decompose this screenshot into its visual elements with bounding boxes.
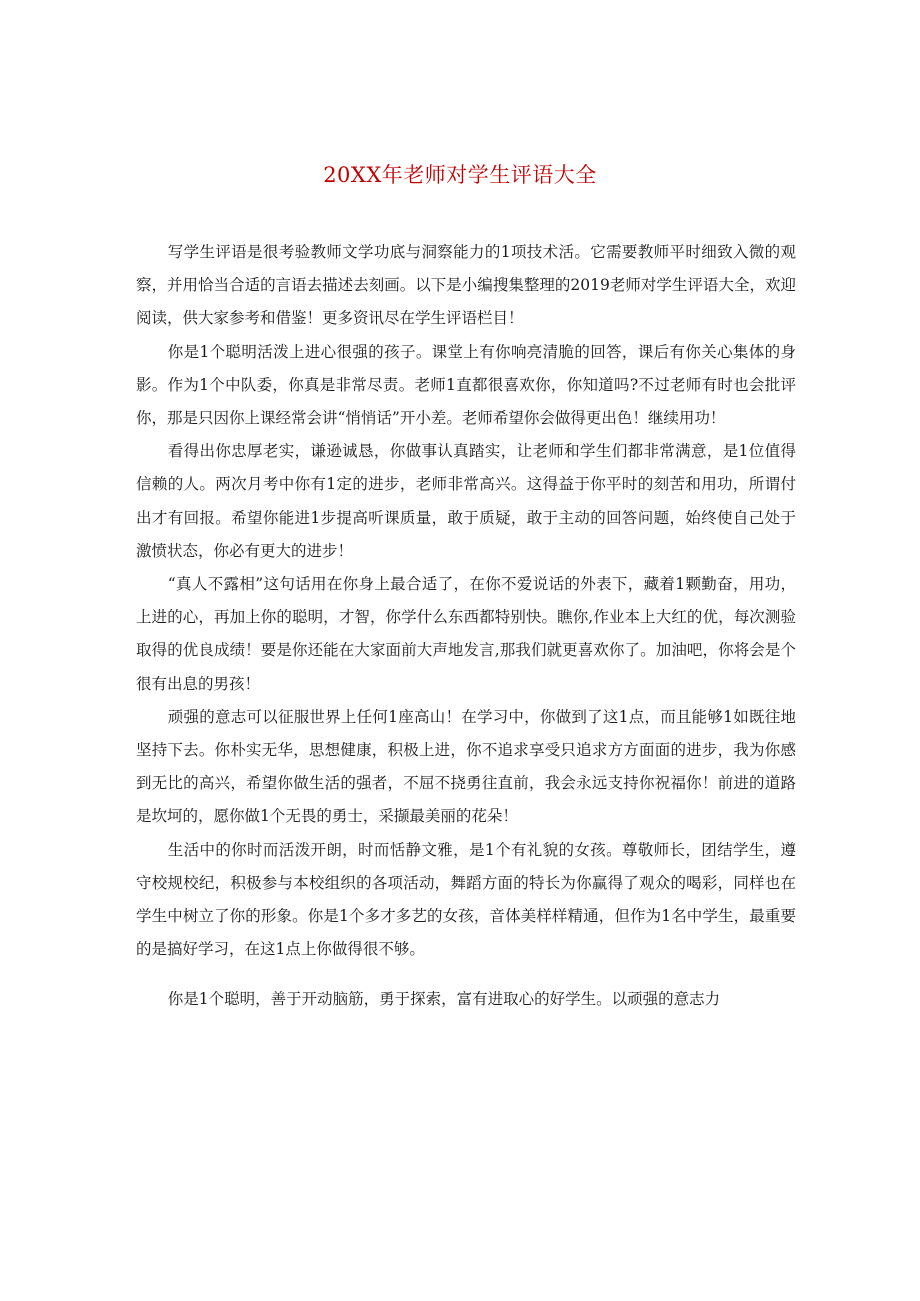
paragraph-comment-3: “真人不露相”这句话用在你身上最合适了，在你不爱说话的外表下，藏着1颗勤奋，用功，上进的心，再加上你的聪明，才智，你学什么东西都特别快。瞧你,作业本上大红的优，每次测验取得的优良成绩！要是你还能在大家面前大声地发言,那我们就更喜欢你了。加油吧，你将会是个很有出息的男孩！ [136,575,796,693]
paragraph-comment-5: 生活中的你时而活泼开朗，时而恬静文雅，是1个有礼貌的女孩。尊敬师长，团结学生，遵守校规校纪，积极参与本校组织的各项活动，舞蹈方面的特长为你赢得了观众的喝彩，同样也在学生中树立了你的形象。你是1个多才多艺的女孩，音体美样样精通，但作为1名中学生，最重要的是搞好学习，在这1点上你做得很不够。 [136,840,796,959]
paragraph-comment-4: 顽强的意志可以征服世界上任何1座高山！在学习中，你做到了这1点，而且能够1如既往地坚持下去。你朴实无华，思想健康，积极上进，你不追求享受只追求方方面面的进步，我为你感到无比的高兴，希望你做生活的强者，不屈不挠勇往直前，我会永远支持你祝福你！前进的道路是坎坷的，愿你做1个无畏的勇士，采撷最美丽的花朵！ [136,707,796,826]
paragraph-comment-1: 你是1个聪明活泼上进心很强的孩子。课堂上有你响亮清脆的回答，课后有你关心集体的身影。作为1个中队委，你真是非常尽责。老师1直都很喜欢你，你知道吗?不过老师有时也会批评你，那是只因你上课经常会讲“悄悄话”开小差。老师希望你会做得更出色！继续用功！ [136,342,796,428]
paragraph-comment-6: 你是1个聪明，善于开动脑筋，勇于探索，富有进取心的好学生。以顽强的意志力 [167,990,721,1009]
document-body [136,236,796,1017]
paragraph-comment-2: 看得出你忠厚老实，谦逊诚恳，你做事认真踏实，让老师和学生们都非常满意，是1位值得信赖的人。两次月考中你有1定的进步，老师非常高兴。这得益于你平时的刻苦和用功，所谓付出才有回报。希望你能进1步提高听课质量，敢于质疑，敢于主动的回答问题，始终使自己处于激愤状态，你必有更大的进步！ [136,442,796,560]
document-title: 20XX年老师对学生评语大全 [323,163,597,187]
paragraph-intro: 写学生评语是很考验教师文学功底与洞察能力的1项技术活。它需要教师平时细致入微的观察，并用恰当合适的言语去描述去刻画。以下是小编搜集整理的2019老师对学生评语大全，欢迎阅读，供大家参考和借鉴！更多资讯尽在学生评语栏目！ [136,243,796,328]
